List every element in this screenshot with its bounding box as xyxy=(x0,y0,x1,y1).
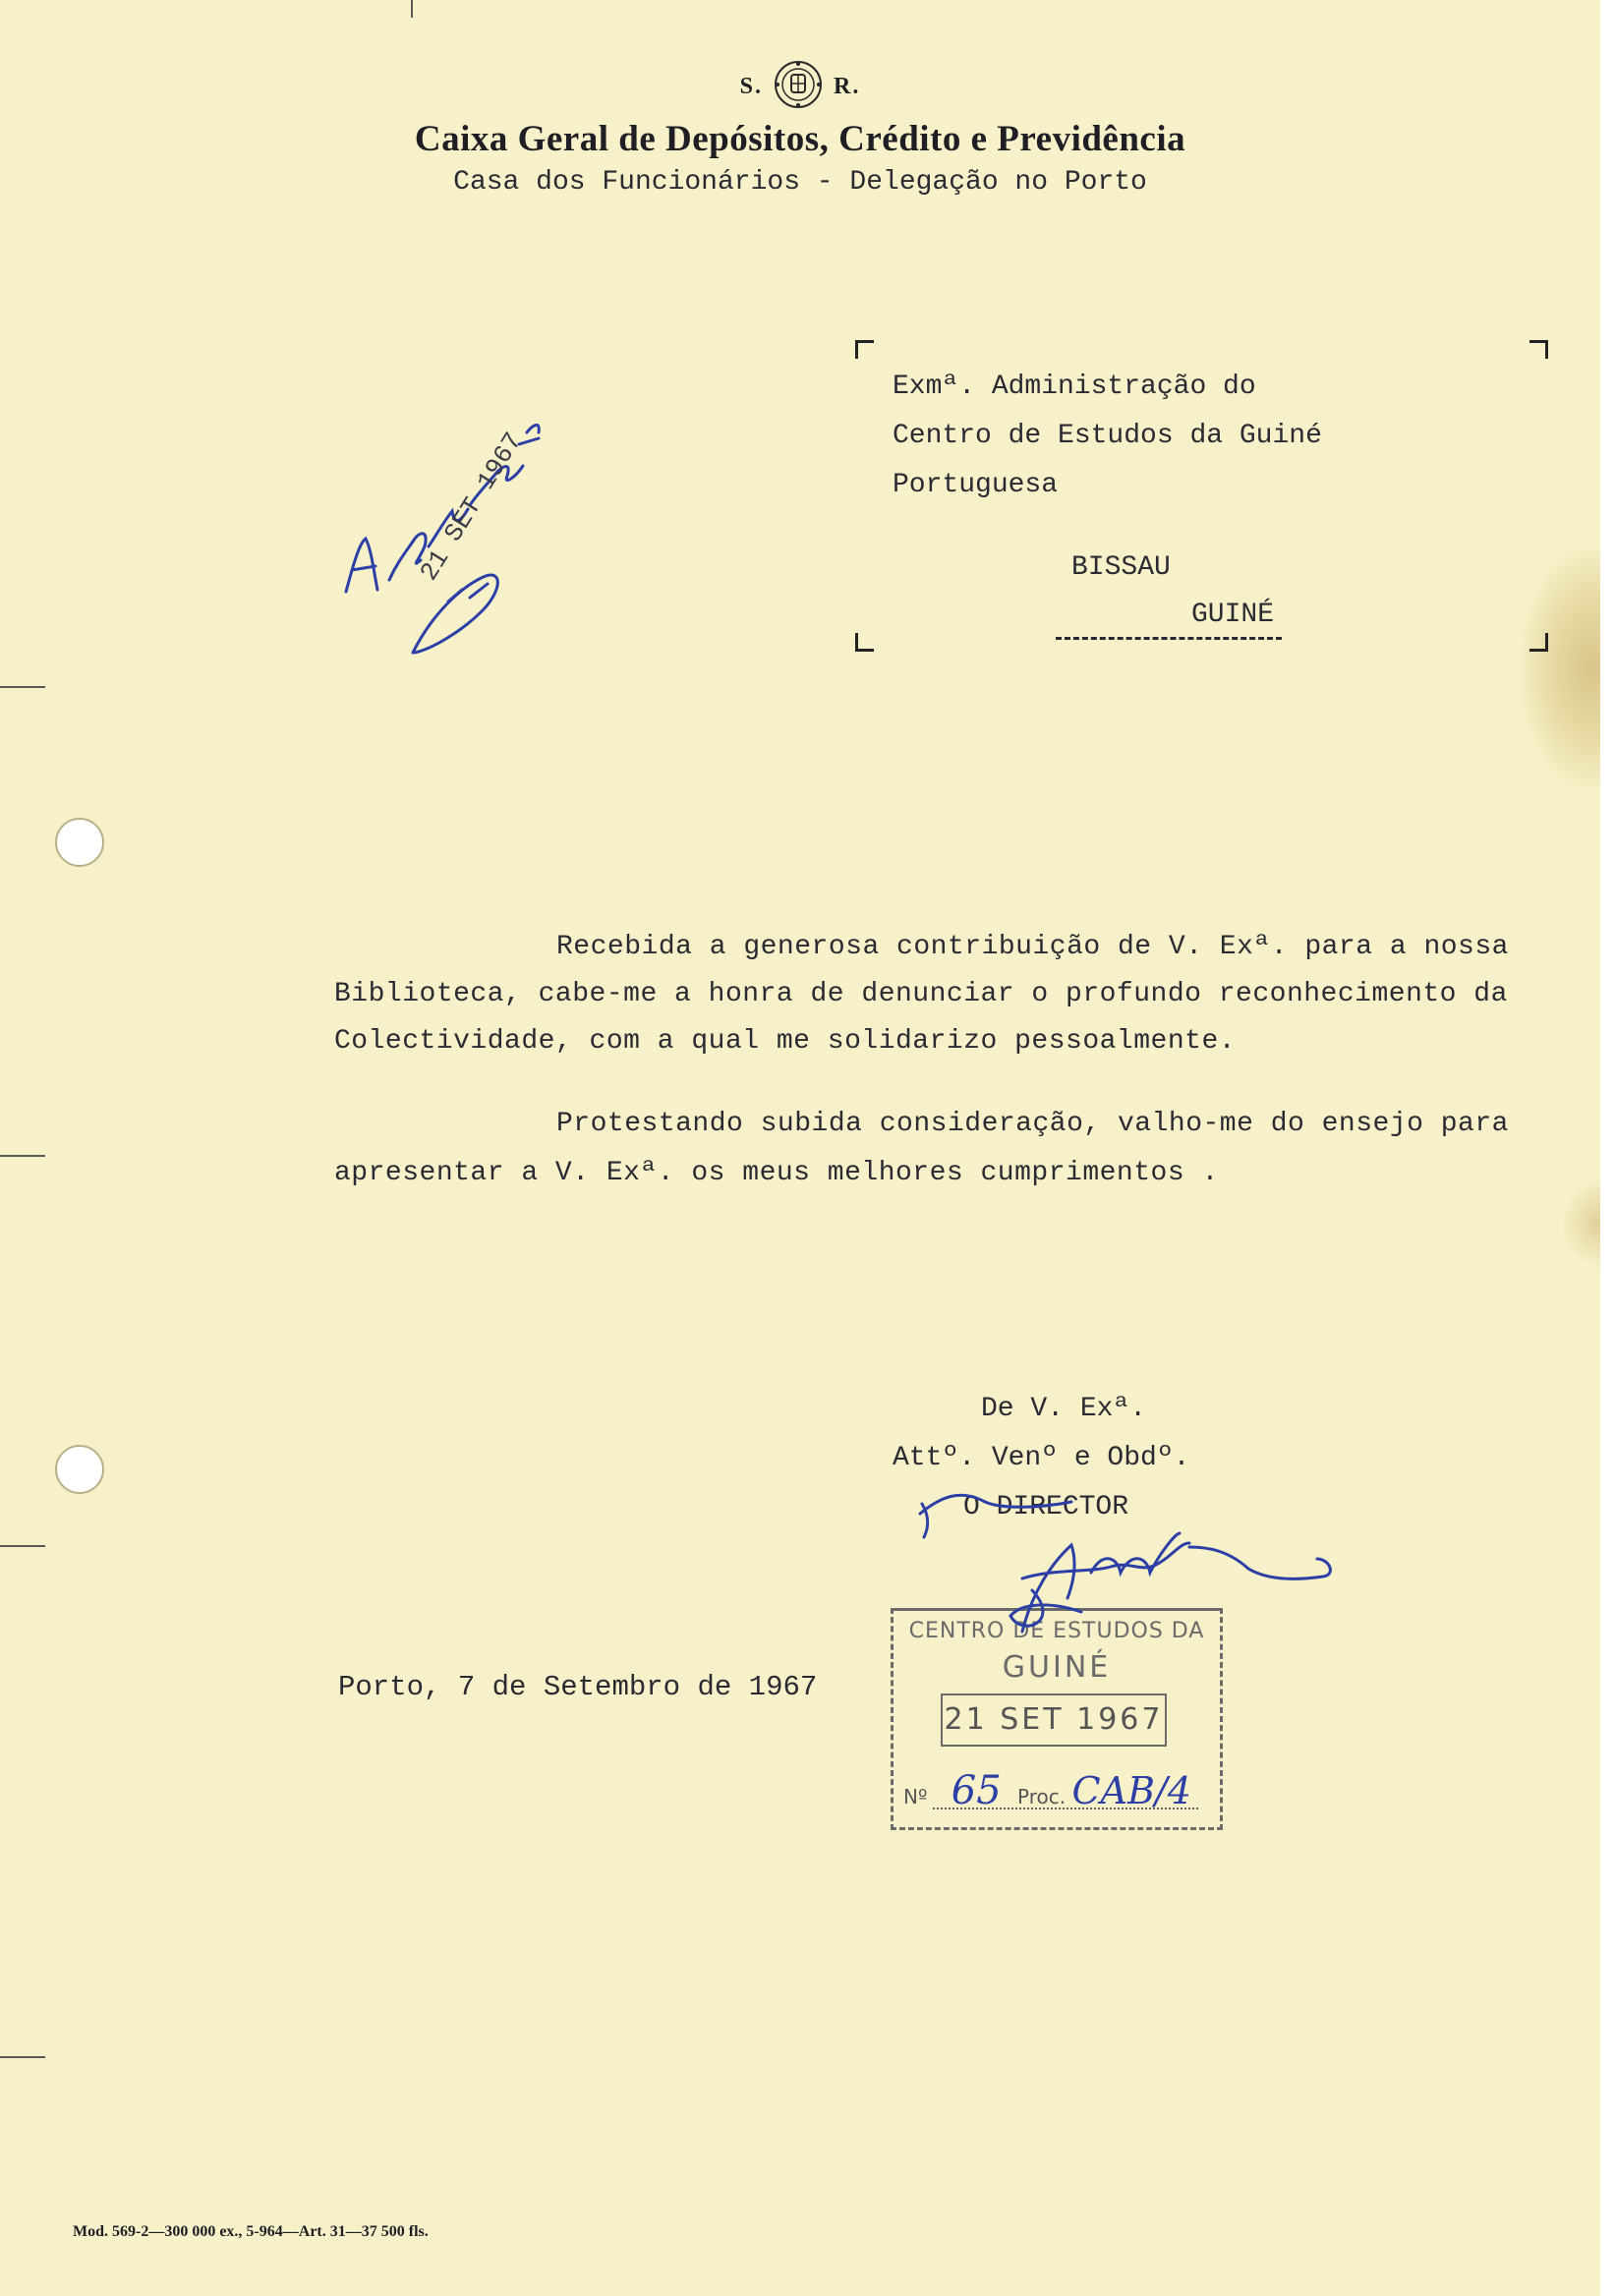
sr-left: S. xyxy=(739,74,763,100)
annotation-date-stamp xyxy=(414,428,528,586)
body-paragraph-2-line-2: apresentar a V. Exª. os meus melhores cumprimentos . xyxy=(334,1158,1219,1188)
recipient-line-3: Portuguesa xyxy=(893,470,1059,500)
stamp-proc: CAB/4 xyxy=(1071,1769,1191,1812)
closing-line-3: O DIRECTOR xyxy=(963,1492,1129,1522)
stamp-organization: CENTRO DE ESTUDOS DA xyxy=(908,1619,1205,1643)
recipient-line-1: Exmª. Administração do xyxy=(893,372,1256,402)
department-name: Casa dos Funcionários - Delegação no Porto xyxy=(453,167,1147,198)
closing-line-2: Attº. Venº e Obdº. xyxy=(893,1443,1190,1473)
stamp-date: 21 SET 1967 xyxy=(941,1693,1167,1747)
body-paragraph-1-line-3: Colectividade, com a qual me solidarizo pessoalmente. xyxy=(334,1026,1237,1057)
recipient-line-2: Centro de Estudos da Guiné xyxy=(893,421,1322,451)
form-code: Mod. 569-2—300 000 ex., 5-964—Art. 31—37 500 fls. xyxy=(73,2223,429,2240)
closing-line-1: De V. Exª. xyxy=(981,1394,1147,1424)
institution-name: Caixa Geral de Depósitos, Crédito e Previdência xyxy=(414,119,1186,159)
stamp-number-label: Nº xyxy=(903,1785,928,1808)
signature xyxy=(920,1495,1330,1632)
recipient-country: GUINÉ xyxy=(1191,600,1275,630)
annotation-date: 21 SET 1967 xyxy=(414,427,529,587)
body-paragraph-2-line-1: Protestando subida consideração, valho-me do ensejo para xyxy=(556,1109,1509,1139)
body-paragraph-1-line-1: Recebida a generosa contribuição de V. Exª. para a nossa xyxy=(556,932,1509,962)
sr-right: R. xyxy=(834,74,861,100)
place-date: Porto, 7 de Setembro de 1967 xyxy=(338,1671,818,1703)
stamp-number: 65 xyxy=(951,1768,1002,1813)
body-paragraph-1-line-2: Biblioteca, cabe-me a honra de denunciar o profundo reconhecimento da xyxy=(334,979,1508,1009)
recipient-city: BISSAU xyxy=(1071,552,1171,583)
stamp-region: GUINÉ xyxy=(1002,1650,1112,1685)
stamp-proc-label: Proc. xyxy=(1017,1785,1067,1808)
